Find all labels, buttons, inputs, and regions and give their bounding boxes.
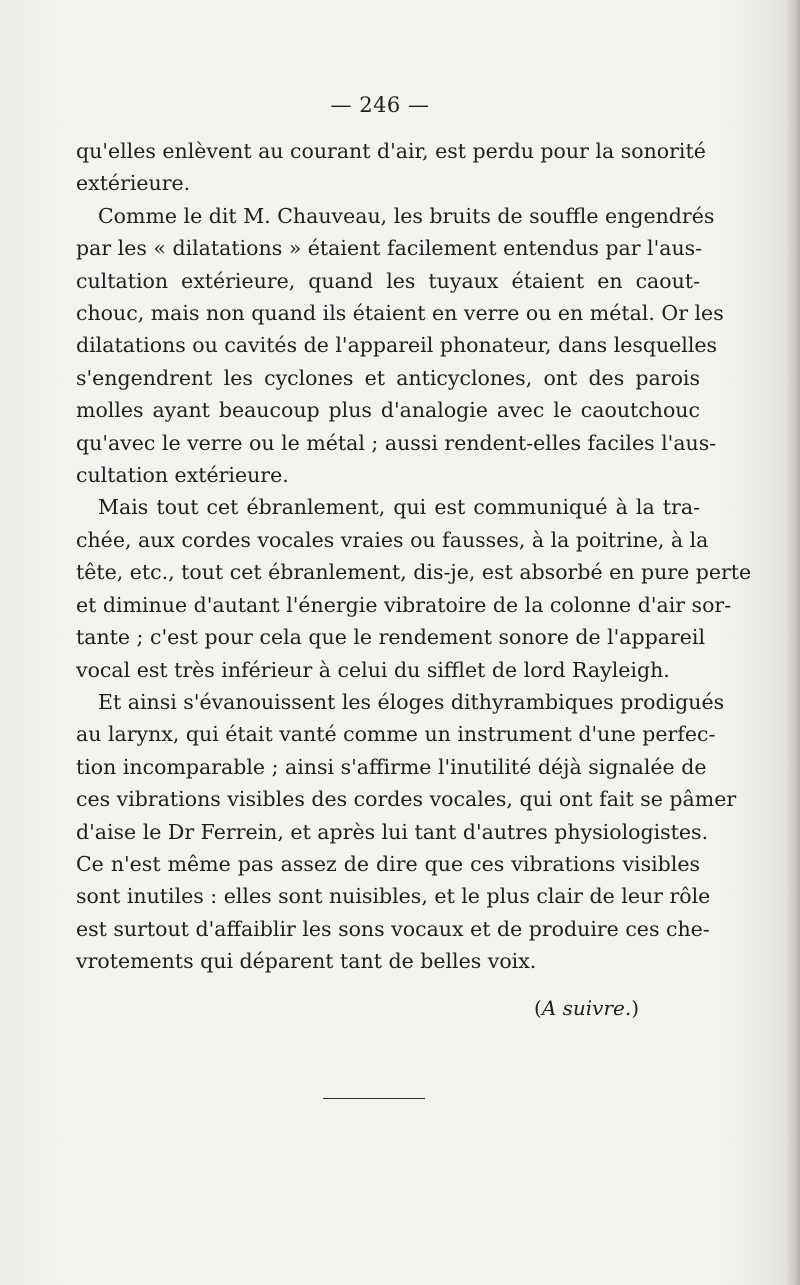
text-line: sont inutiles : elles sont nuisibles, et le plus clair de leur rôle [76, 884, 711, 909]
body-text [76, 135, 752, 978]
paragraph [76, 491, 752, 685]
text-line: par les « dilatations » étaient facilement entendus par l'aus- [76, 236, 703, 261]
paragraph [76, 135, 706, 200]
text-line: molles ayant beaucoup plus d'analogie avec le caoutchouc [76, 398, 700, 423]
text-line: tante ; c'est pour cela que le rendement sonore de l'appareil [76, 625, 706, 650]
text-line: et diminue d'autant l'énergie vibratoire de la colonne d'air sor- [76, 592, 732, 617]
text-line: Et ainsi s'évanouissent les éloges dithyrambiques prodigués [98, 689, 725, 714]
text-line: qu'avec le verre ou le métal ; aussi rendent-elles faciles l'aus- [76, 430, 717, 455]
text-line: tête, etc., tout cet ébranlement, dis-je, est absorbé en pure perte [76, 560, 752, 585]
text-line: Ce n'est même pas assez de dire que ces vibrations visibles [76, 851, 700, 876]
text-line: cultation extérieure. [76, 463, 289, 488]
close-paren: ) [631, 996, 640, 1020]
text-line: extérieure. [76, 171, 191, 196]
text-line: chée, aux cordes vocales vraies ou fausses, à la poitrine, à la [76, 527, 709, 552]
open-paren: ( [534, 996, 542, 1020]
page-edge-shadow [786, 0, 800, 1285]
text-line: qu'elles enlèvent au courant d'air, est perdu pour la sonorité [76, 139, 706, 163]
text-line: Mais tout cet ébranlement, qui est communiqué à la tra- [98, 495, 700, 520]
page-number: — 246 — [330, 93, 430, 117]
text-line: chouc, mais non quand ils étaient en verre ou en métal. Or les [76, 301, 724, 326]
end-rule [323, 1098, 425, 1099]
text-line: vrotements qui déparent tant de belles voix. [76, 949, 537, 974]
text-line: dilatations ou cavités de l'appareil phonateur, dans lesquelles [76, 333, 718, 358]
paragraph [76, 686, 737, 978]
text-line: au larynx, qui était vanté comme un instrument d'une perfec- [76, 722, 716, 747]
to-be-continued [534, 996, 639, 1020]
text-line: d'aise le Dr Ferrein, et après lui tant d'autres physiologistes. [76, 819, 709, 844]
text-line: est surtout d'affaiblir les sons vocaux et de produire ces che- [76, 916, 710, 941]
paragraph [76, 200, 724, 492]
text-line: tion incomparable ; ainsi s'affirme l'inutilité déjà signalée de [76, 754, 707, 779]
text-line: s'engendrent les cyclones et anticyclones, ont des parois [76, 365, 700, 390]
text-line: vocal est très inférieur à celui du sifflet de lord Rayleigh. [76, 657, 670, 682]
text-line: cultation extérieure, quand les tuyaux étaient en caout- [76, 268, 700, 293]
to-be-continued-text: A suivre. [541, 996, 632, 1020]
text-line: ces vibrations visibles des cordes vocales, qui ont fait se pâmer [76, 787, 737, 812]
text-line: Comme le dit M. Chauveau, les bruits de souffle engendrés [98, 203, 715, 228]
